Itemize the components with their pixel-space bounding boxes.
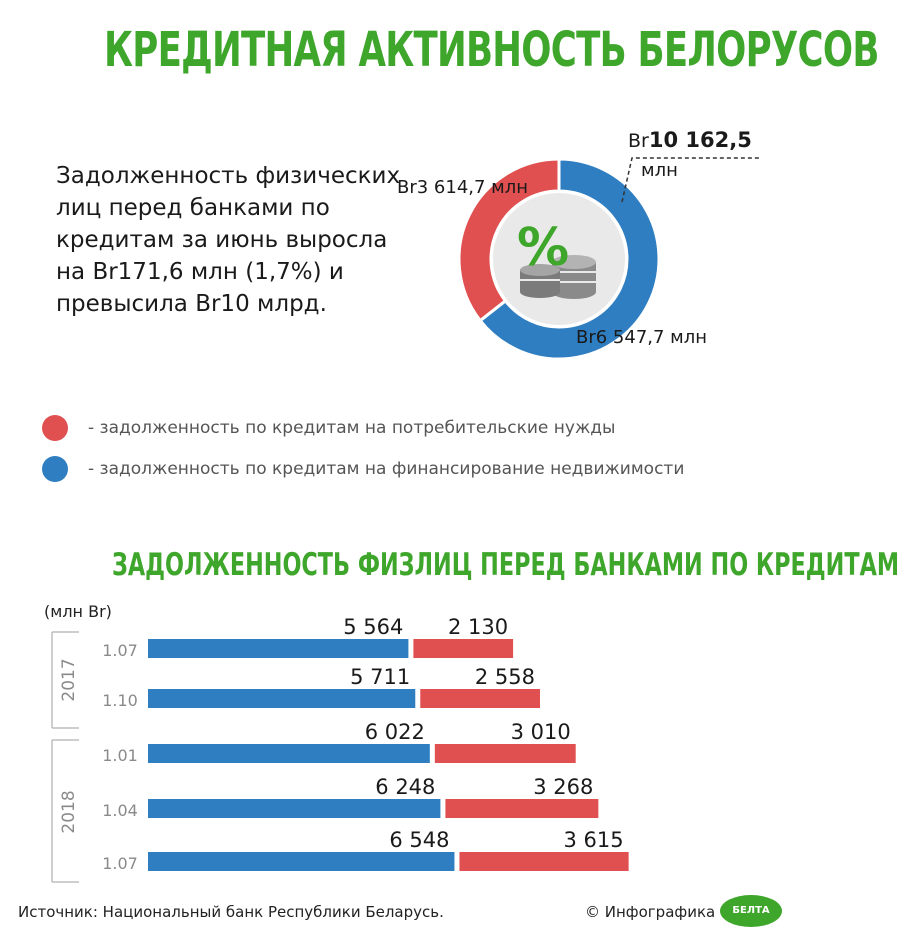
donut-total-prefix: Br [628, 130, 649, 152]
svg-text:%: % [516, 218, 570, 278]
bar-consumer [420, 689, 540, 708]
page-title: КРЕДИТНАЯ АКТИВНОСТЬ БЕЛОРУСОВ [104, 22, 879, 78]
bar-value-label-realty: 5 711 [350, 665, 411, 689]
svg-text:Br10 162,5 [628, 128, 752, 152]
bar-value-label-consumer: 3 010 [510, 720, 571, 744]
bar-category-label: 1.04 [102, 801, 138, 820]
legend-dot-red [42, 415, 68, 441]
bar-consumer [445, 799, 598, 818]
source-text: Источник: Национальный банк Республики Беларусь. [18, 903, 444, 921]
bar-consumer [413, 639, 513, 658]
bar-category-label: 1.10 [102, 691, 138, 710]
bar-realty [148, 689, 415, 708]
legend-item-consumer [42, 415, 615, 441]
year-label-2017: 2017 [59, 658, 79, 702]
legend-dot-blue [42, 456, 68, 482]
bar-realty [148, 639, 408, 658]
bar-value-label-realty: 6 248 [375, 775, 436, 799]
bar-realty [148, 852, 454, 871]
description-text: Задолженность физических лиц перед банками по кредитам за июнь выросла на Br171,6 млн (1,7%) и превысила Br10 млрд. [56, 163, 401, 317]
section-title: ЗАДОЛЖЕННОСТЬ ФИЗЛИЦ ПЕРЕД БАНКАМИ ПО КРЕДИТАМ [112, 547, 899, 583]
legend-text: - задолженность по кредитам на потребительские нужды [88, 418, 616, 438]
unit-label: (млн Br) [44, 602, 112, 621]
donut-blue-label: Br6 547,7 млн [576, 327, 708, 348]
legend-item-realty [42, 456, 684, 482]
donut-total-value: 10 162,5 [648, 128, 752, 152]
bar-chart [0, 590, 800, 890]
legend-text: - задолженность по кредитам на финансирование недвижимости [88, 459, 685, 479]
bar-realty [148, 744, 430, 763]
year-label-2018: 2018 [59, 790, 79, 834]
donut-total-unit: млн [641, 160, 678, 181]
bar-category-label: 1.01 [102, 746, 138, 765]
bar-value-label-consumer: 3 268 [533, 775, 594, 799]
bar-value-label-realty: 5 564 [343, 615, 404, 639]
bar-consumer [459, 852, 628, 871]
bar-value-label-consumer: 3 615 [563, 828, 624, 852]
donut-red-label: Br3 614,7 млн [397, 177, 529, 198]
credit-text: © Инфографика [585, 903, 716, 921]
bar-value-label-realty: 6 022 [364, 720, 425, 744]
bar-realty [148, 799, 440, 818]
bar-category-label: 1.07 [102, 641, 138, 660]
donut-chart [0, 0, 879, 400]
bar-consumer [435, 744, 576, 763]
bar-category-label: 1.07 [102, 854, 138, 873]
belta-logo: БЕЛТА [720, 895, 782, 927]
bar-value-label-consumer: 2 130 [447, 615, 509, 639]
bar-value-label-consumer: 2 558 [474, 665, 535, 689]
bar-value-label-realty: 6 548 [389, 828, 450, 852]
